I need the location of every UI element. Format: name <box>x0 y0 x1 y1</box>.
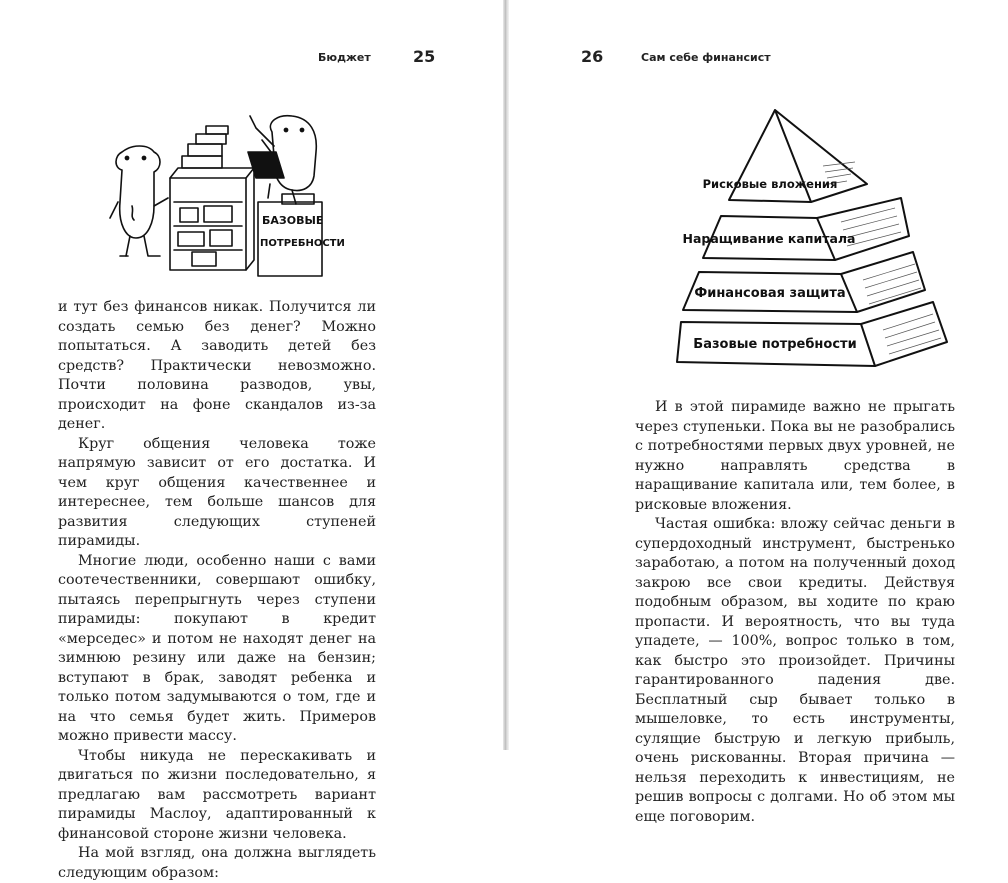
running-title: Сам себе финансист <box>641 51 771 64</box>
pyramid-label-top: Рисковые вложения <box>702 177 838 191</box>
paragraph: Частая ошибка: вложу сейчас деньги в супердоходный инструмент, быстренько заработаю, а потом на полученный доход закрою все свои кредиты. Действуя подобным образом, вы ходите по краю пропасти. И вероятность, что вы туда упадете, — 100%, вопрос только в том, как быстро это произойдет. Причины гарантированного падения две. Бесплатный сыр бывает только в мышеловке, то есть инструменты, сулящие быструю и легкую прибыль, очень рискованны. Вторая причина — нельзя переходить к инвестициям, не решив вопросы с долгами. Но об этом мы еще поговорим. <box>635 516 955 825</box>
shelf-illustration <box>96 106 346 286</box>
right-body-text <box>635 398 955 827</box>
shelf-label-line1: БАЗОВЫЕ <box>262 214 324 227</box>
paragraph: Круг общения человека тоже напрямую зависит от его достатка. И чем круг общения качественнее и интереснее, тем больше шансов для развития следующих ступеней пирамиды. <box>58 435 376 549</box>
shelf-label-line2: ПОТРЕБНОСТИ <box>260 238 345 249</box>
paragraph: Многие люди, особенно наши с вами соотечественники, совершают ошибку, пытаясь перепрыгнуть через ступени пирамиды: покупают в кредит «мерседес» и потом не находят денег на зимнюю резину или даже на бензин; вступают в брак, заводят ребенка и только потом задумываются о том, где и на что семья будет жить. Примеров можно привести массу. <box>58 552 376 744</box>
pyramid-label-2: Наращивание капитала <box>682 231 856 246</box>
running-title: Бюджет <box>318 51 371 64</box>
page-number: 26 <box>581 47 604 66</box>
pyramid-diagram <box>677 110 949 372</box>
paragraph: На мой взгляд, она должна выглядеть следующим образом: <box>58 845 376 881</box>
page-number: 25 <box>413 47 436 66</box>
paragraph: и тут без финансов никак. Получится ли создать семью без денег? Можно попытаться. А заводить детей без средств? Практически невозможно. Почти половина разводов, увы, происходит на фоне скандалов из-за денег. <box>58 299 376 432</box>
pyramid-label-4: Базовые потребности <box>693 337 857 352</box>
left-body-text <box>58 298 376 883</box>
left-page <box>0 0 504 881</box>
pyramid-label-3: Финансовая защита <box>694 286 846 301</box>
right-page <box>509 0 1008 825</box>
paragraph: И в этой пирамиде важно не прыгать через ступеньки. Пока вы не разобрались с потребностями первых двух уровней, не нужно направлять средства в наращивание капитала или, тем более, в рисковые вложения. <box>635 399 955 513</box>
paragraph: Чтобы никуда не перескакивать и двигаться по жизни последовательно, я предлагаю вам рассмотреть вариант пирамиды Маслоу, адаптированный к финансовой стороне жизни человека. <box>58 747 376 842</box>
